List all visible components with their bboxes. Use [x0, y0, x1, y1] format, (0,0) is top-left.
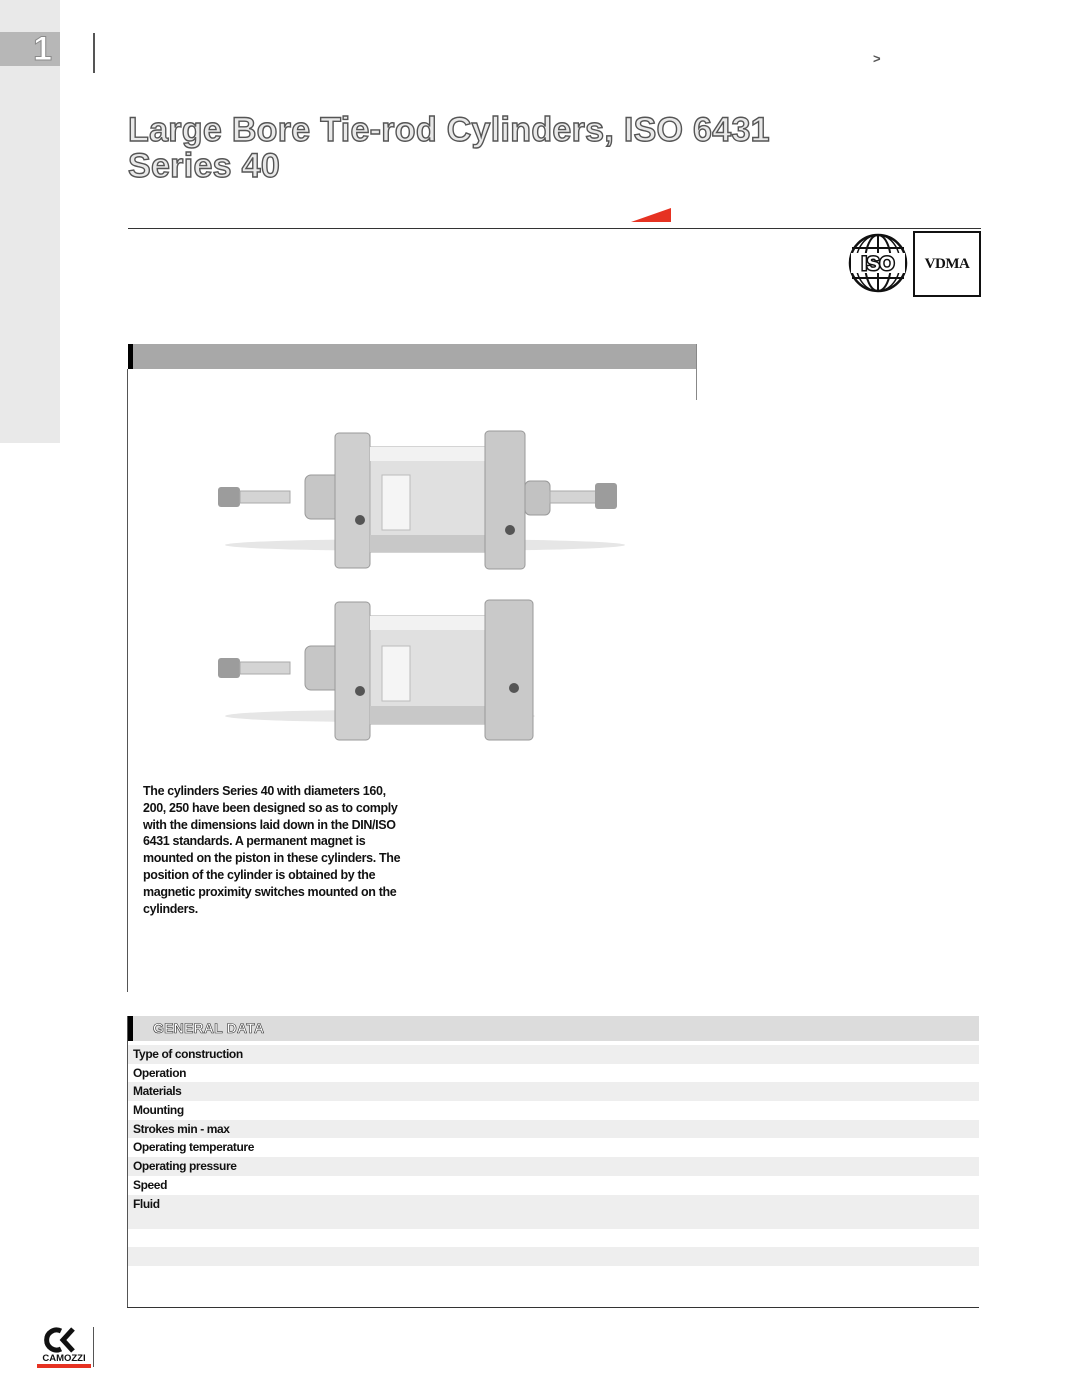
table-row: Strokes min - max	[128, 1120, 979, 1139]
table-row: Type of construction	[128, 1045, 979, 1064]
vdma-logo-text: VDMA	[924, 255, 970, 272]
table-row: Materials	[128, 1082, 979, 1101]
header-divider	[93, 33, 95, 73]
page-title-line2: Series 40	[128, 147, 281, 185]
vdma-logo	[913, 231, 981, 297]
double-rod-cylinder-image	[210, 425, 640, 580]
table-row: Operating temperature	[133, 1140, 254, 1155]
table-row: Mounting	[133, 1103, 184, 1118]
page-title-line1: Large Bore Tie-rod Cylinders, ISO 6431	[128, 111, 770, 149]
single-rod-cylinder-image	[210, 596, 640, 751]
table-row: Operation	[133, 1065, 187, 1080]
table-row: Operating pressure	[128, 1157, 979, 1176]
table-row-empty	[128, 1247, 979, 1266]
table-row-empty	[128, 1229, 979, 1248]
title-rule	[128, 228, 981, 229]
red-accent-mark	[631, 208, 671, 222]
general-data-accent	[128, 1016, 133, 1041]
product-panel-bar	[128, 344, 697, 369]
chapter-number: 1	[33, 30, 52, 68]
footer-divider	[93, 1327, 94, 1367]
table-row: Fluid	[128, 1195, 979, 1229]
breadcrumb-arrow-icon[interactable]: >	[873, 51, 881, 66]
chapter-tab[interactable]	[0, 32, 60, 66]
panel-divider	[696, 344, 697, 400]
product-description: The cylinders Series 40 with diameters 160, 200, 250 have been designed so as to comply with the dimensions laid down in the DIN/ISO 6431 standards. A permanent magnet is mounted on the piston in these cylinders. The position of the cylinder is obtained by the magnetic proximity switches mounted on the cylinders.	[143, 784, 401, 916]
panel-left-border	[127, 369, 128, 992]
general-data-title: GENERAL DATA	[153, 1020, 265, 1036]
camozzi-logo-text: CAMOZZI	[42, 1353, 86, 1364]
iso-logo-icon	[848, 233, 908, 293]
general-data-bottom-rule	[127, 1307, 979, 1308]
table-row: Speed	[133, 1177, 168, 1192]
general-data-table	[128, 1045, 979, 1266]
product-panel-accent	[128, 344, 133, 369]
camozzi-logo-icon	[35, 1327, 93, 1369]
page-title	[128, 112, 770, 184]
iso-logo-text: ISO	[861, 254, 895, 275]
